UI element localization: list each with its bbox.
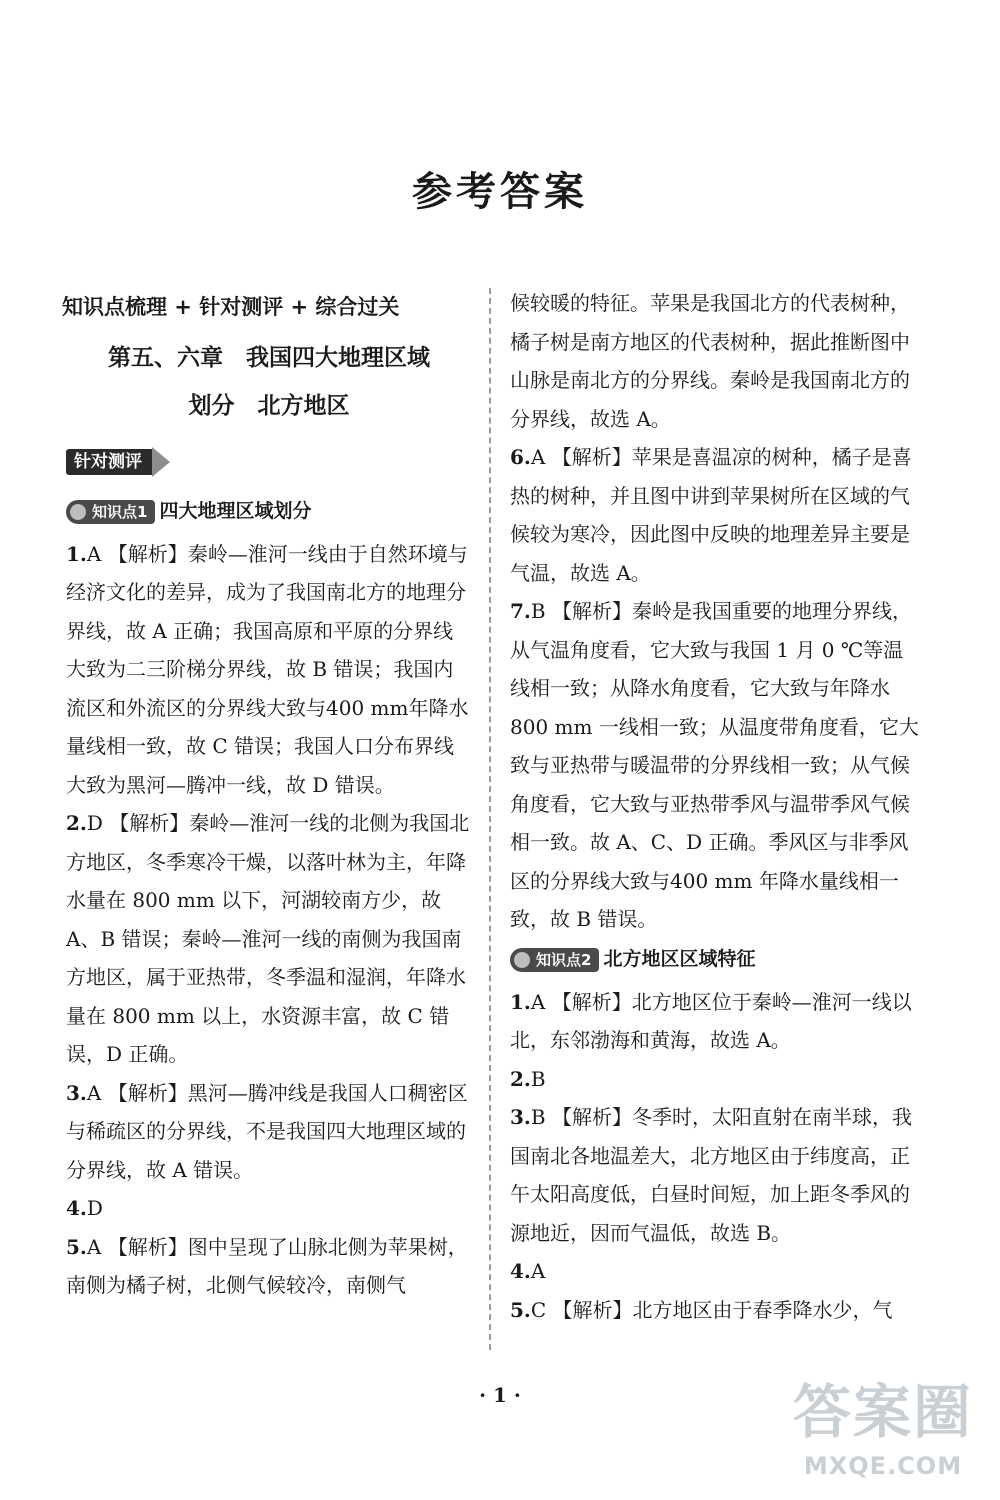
section-title: 四大地理区域划分: [159, 500, 312, 523]
continued-text: 候较暖的特征。苹果是我国北方的代表树种，橘子树是南方地区的代表树种，据此推断图中山脉是南北方的分界线。秦岭是我国南北方的分界线，故选 A。: [510, 291, 910, 431]
section-header-1: [66, 495, 472, 529]
tag-label: 知识点2: [536, 950, 592, 969]
question-number: 7.: [510, 599, 531, 623]
answer-item: [510, 592, 920, 939]
answer-text: A 【解析】北方地区位于秦岭—淮河一线以北，东邻渤海和黄海，故选 A。: [510, 989, 912, 1052]
answer-item: [510, 1291, 920, 1330]
answer-text: C 【解析】北方地区由于春季降水少，气: [530, 1297, 893, 1322]
question-number: 2.: [66, 811, 87, 835]
arrow-icon: [152, 447, 170, 477]
answer-text: D 【解析】秦岭—淮河一线的北侧为我国北方地区，冬季寒冷干燥，以落叶林为主，年降水量在 800 mm 以下，河湖较南方少，故 A、B 错误；秦岭—淮河一线的南侧为我国南方地区，属于亚热带，冬季温和湿润，年降水量在 800 mm 以上，水资源丰富，故 C 错误，D 正确。: [66, 811, 470, 1066]
answer-text: A 【解析】黑河—腾冲线是我国人口稠密区与稀疏区的分界线，不是我国四大地理区域的分界线，故 A 错误。: [66, 1080, 468, 1182]
question-number: 5.: [510, 1297, 531, 1322]
answer-item: [66, 1074, 472, 1190]
answer-text: B: [530, 1066, 546, 1091]
answer-text: A 【解析】图中呈现了山脉北侧为苹果树，南侧为橘子树，北侧气候较冷，南侧气: [66, 1234, 468, 1297]
section-header-2: [510, 943, 920, 977]
answer-text: A 【解析】苹果是喜温凉的树种，橘子是喜热的树种，并且图中讲到苹果树所在区域的气候较为寒冷，因此图中反映的地理差异主要是气温，故选 A。: [510, 445, 912, 585]
tag-label: 知识点1: [92, 502, 148, 521]
watermark-logo: [778, 1372, 988, 1492]
circle-icon: [70, 504, 86, 520]
answer-text: D: [86, 1196, 103, 1220]
answer-item: [66, 804, 472, 1074]
question-number: 2.: [510, 1066, 531, 1091]
answer-text: B 【解析】秦岭是我国重要的地理分界线，从气温角度看，它大致与我国 1 月 0 ℃等温线相一致；从降水角度看，它大致与年降水 800 mm 一线相一致；从温度带角度看，它大致与亚热带与暖温带的分界线相一致；从气候角度看，它大致与亚热带季风与温带季风气候相一致。故 A、C、D 正确。季风区与非季风区的分界线大致与400 mm 年降水量线相一致，故 B 错误。: [510, 599, 919, 931]
chapter-title-line1: 第五、六章 我国四大地理区域: [108, 343, 430, 371]
question-number: 1.: [510, 989, 531, 1014]
answer-item: [66, 1228, 472, 1305]
page-title: 参考答案: [412, 169, 588, 215]
circle-icon: [514, 952, 530, 968]
page-number: · 1 ·: [479, 1383, 521, 1407]
answer-text: B 【解析】冬季时，太阳直射在南半球，我国南北各地温差大，北方地区由于纬度高，正午太阳高度低，白昼时间短，加上距冬季风的源地近，因而气温低，故选 B。: [510, 1105, 912, 1245]
answer-item: [510, 1060, 920, 1099]
knowledge-point-tag: [66, 500, 155, 524]
question-number: 3.: [510, 1105, 531, 1129]
evaluation-banner: [66, 447, 170, 477]
question-number: 4.: [510, 1259, 531, 1283]
question-number: 5.: [66, 1234, 87, 1259]
answer-text: A 【解析】秦岭—淮河一线由于自然环境与经济文化的差异，成为了我国南北方的地理分界线，故 A 正确；我国高原和平原的分界线大致为二三阶梯分界线，故 B 错误；我国内流区和外流区的分界线大致与400 mm年降水量线相一致，故 C 错误；我国人口分布界线大致为黑河—腾冲一线，故 D 错误。: [66, 541, 469, 797]
question-number: 4.: [66, 1196, 87, 1220]
watermark-url: MXQE.COM: [803, 1452, 963, 1480]
left-column: [62, 280, 472, 1305]
watermark-text: 答案圈: [792, 1378, 973, 1446]
answer-item: [510, 983, 920, 1060]
answer-item: [510, 438, 920, 592]
right-column: [510, 284, 920, 1329]
chapter-title-line2: 划分 北方地区: [188, 391, 350, 419]
column-divider: [489, 288, 491, 1350]
banner-label: 针对测评: [66, 449, 152, 475]
question-number: 6.: [510, 445, 531, 469]
section-title: 北方地区区域特征: [603, 948, 756, 971]
series-heading: 知识点梳理 + 针对测评 + 综合过关: [62, 295, 400, 319]
question-number: 1.: [66, 541, 87, 566]
answer-item: [66, 535, 472, 805]
question-number: 3.: [66, 1080, 87, 1105]
answer-item: [510, 1098, 920, 1252]
answer-item: [66, 1189, 472, 1228]
answer-item: [510, 1252, 920, 1291]
answer-text: A: [530, 1259, 546, 1283]
knowledge-point-tag: [510, 948, 599, 972]
